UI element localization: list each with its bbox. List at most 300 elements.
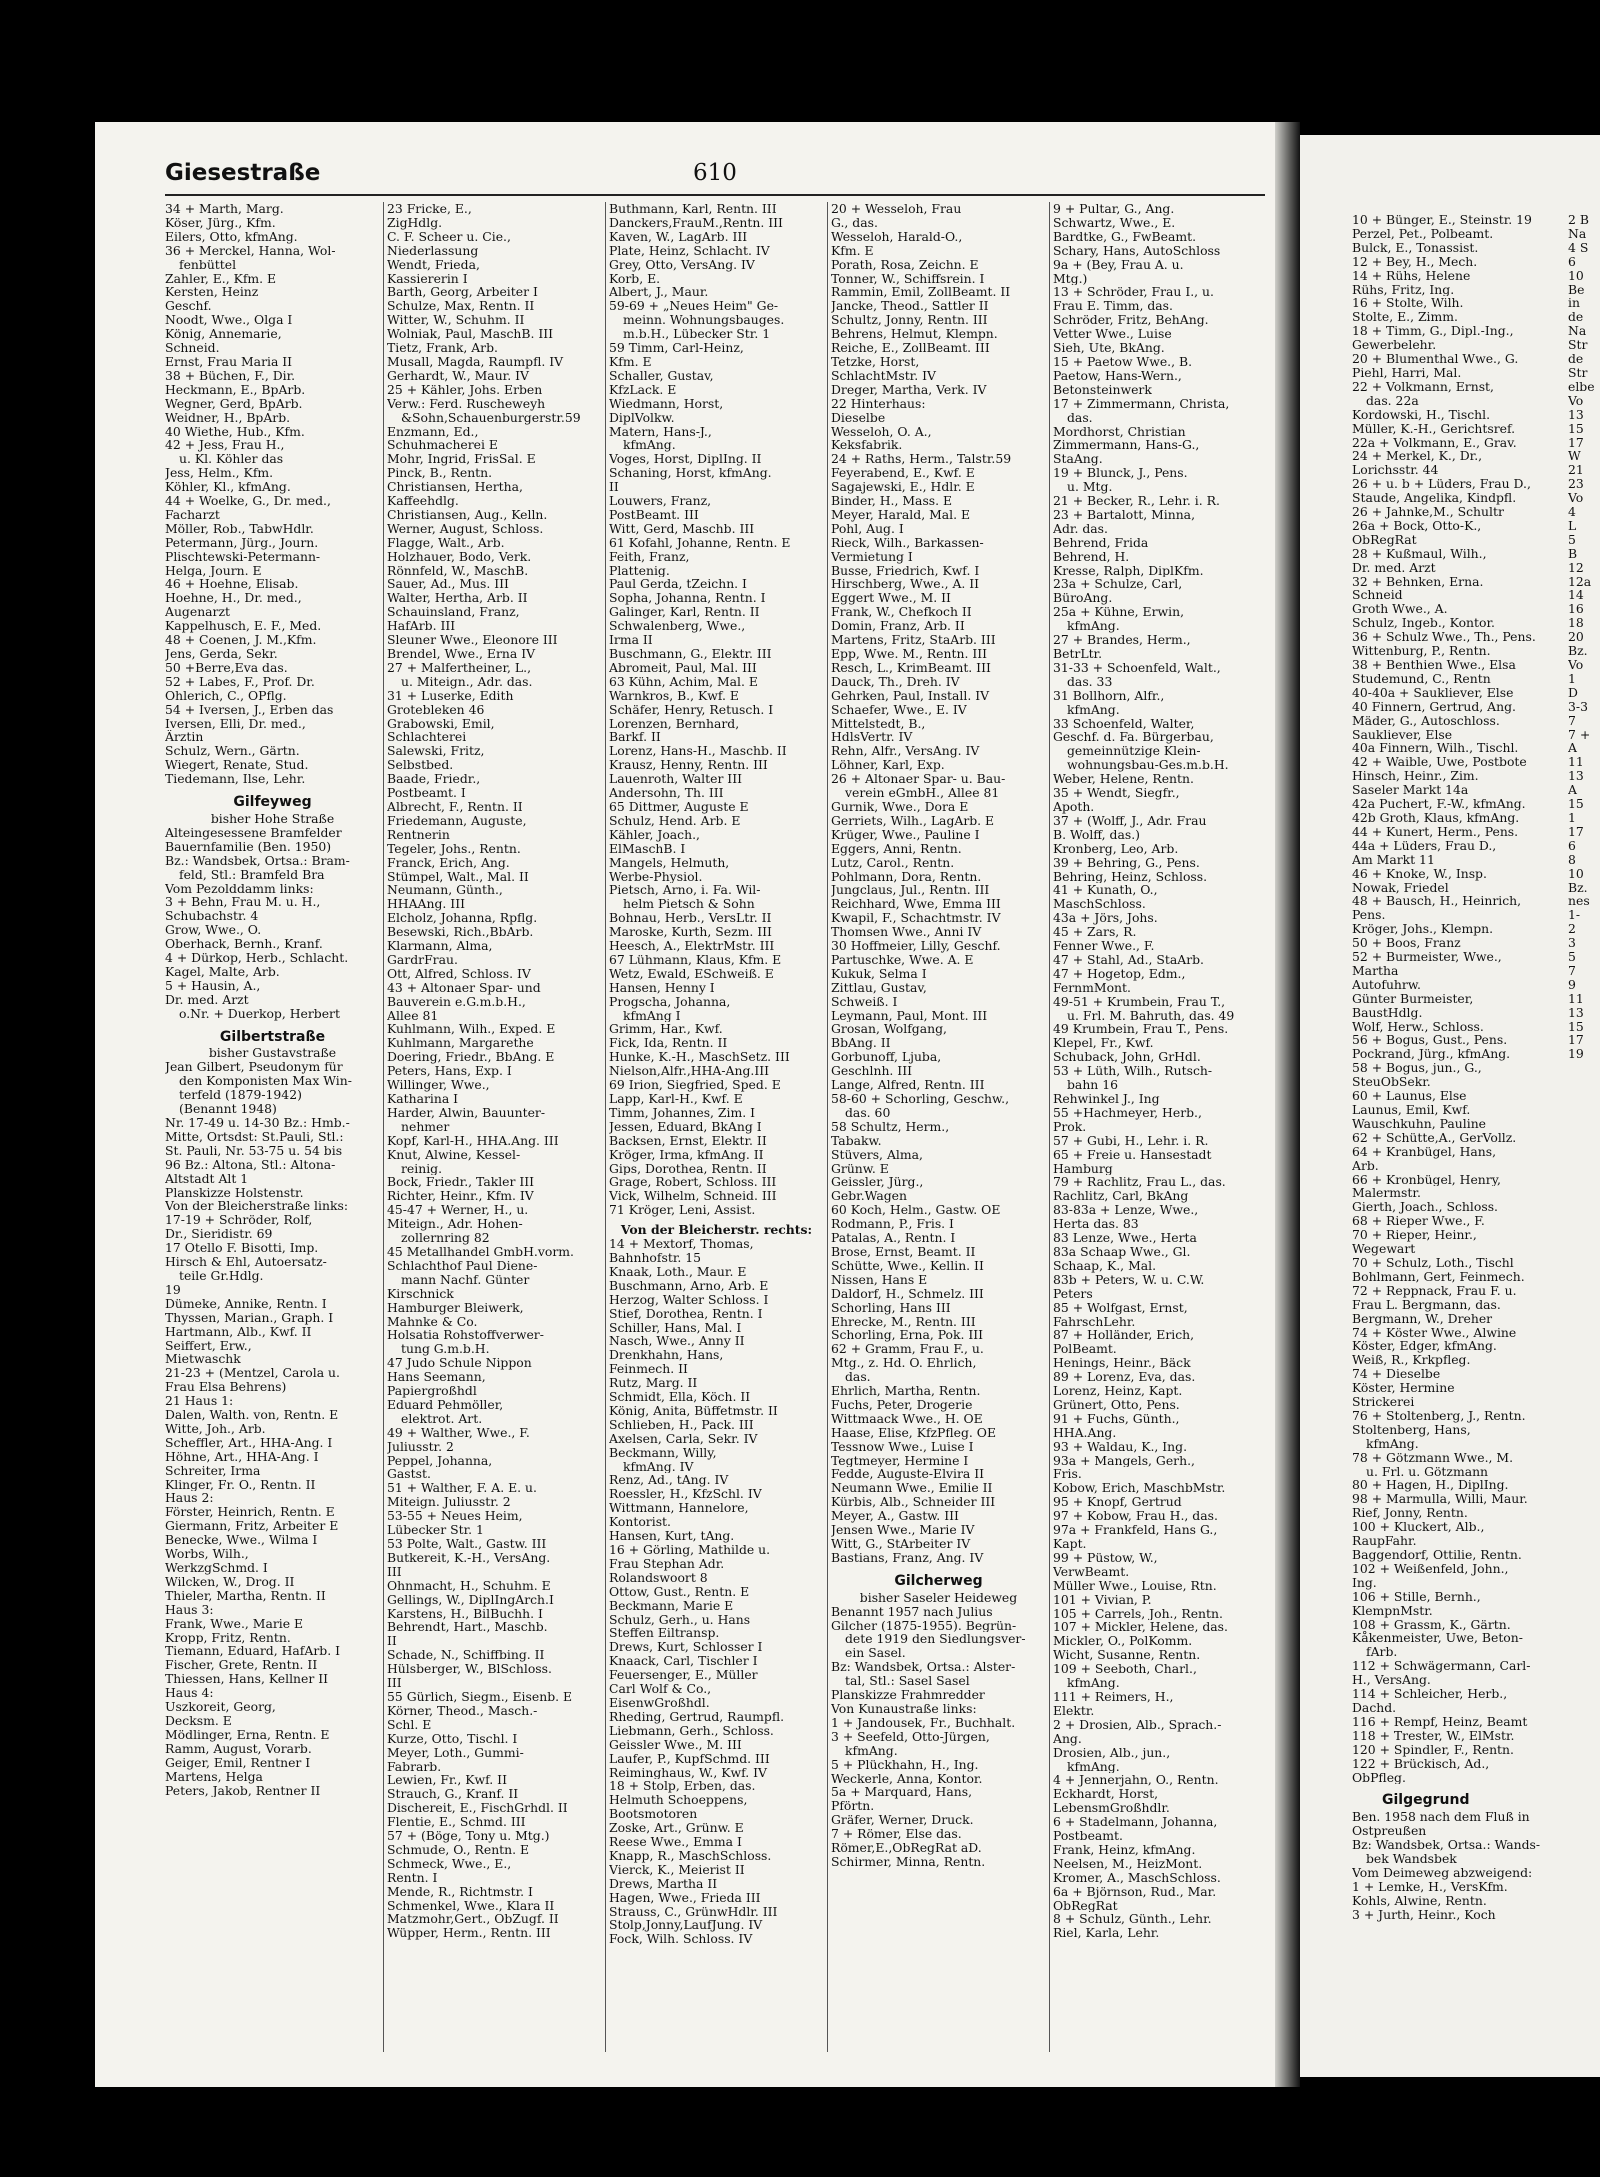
directory-entry: fArb. (1366, 1645, 1398, 1660)
directory-entry: Schaning, Horst, kfmAng. (609, 466, 772, 481)
directory-entry: 42a Puchert, F.-W., kfmAng. (1352, 797, 1526, 811)
directory-entry: Na (1568, 226, 1587, 241)
directory-entry: Bulck, E., Tonassist. (1352, 240, 1479, 255)
directory-entry: Neelsen, M., HeizMont. (1053, 1856, 1203, 1871)
directory-entry: Barkf. II (609, 730, 661, 745)
directory-entry: Reiminghaus, W., Kwf. IV (609, 1765, 767, 1780)
directory-entry: 64 + Kranbügel, Hans, (1352, 1144, 1497, 1159)
directory-entry: Plate, Heinz, Schlacht. IV (609, 243, 770, 258)
directory-entry: 11 (1568, 991, 1584, 1006)
directory-entry: Kropp, Fritz, Rentn. (165, 1630, 291, 1645)
directory-entry: MaschSchloss. (1053, 897, 1146, 912)
directory-entry: 16 + Görling, Mathilde u. (609, 1543, 771, 1557)
directory-entry: Sieh, Ute, BkAng. (1053, 341, 1165, 355)
directory-entry: 3 + Seefeld, Otto-Jürgen, (831, 1729, 990, 1744)
directory-entry: 68 + Rieper Wwe., F. (1352, 1214, 1485, 1229)
directory-entry: Nowak, Friedel (1352, 880, 1449, 895)
directory-entry: Knaack, Carl, Tischler I (609, 1654, 758, 1669)
directory-entry: 45-47 + Werner, H., u. (387, 1203, 529, 1218)
directory-entry: nes (1568, 894, 1590, 909)
directory-entry: 3 + Jurth, Heinr., Koch (1352, 1907, 1496, 1922)
directory-entry: Abromeit, Paul, Mal. III (609, 660, 757, 675)
directory-entry: 83 Lenze, Wwe., Herta (1053, 1231, 1197, 1245)
directory-entry: Kromer, A., MaschSchloss. (1053, 1870, 1221, 1885)
directory-entry: Weckerle, Anna, Kontor. (831, 1771, 983, 1786)
directory-entry: 3 + Behn, Frau M. u. H., (165, 895, 321, 910)
directory-entry: Baggendorf, Ottilie, Rentn. (1352, 1548, 1522, 1562)
directory-entry: 1 (1568, 810, 1576, 825)
directory-entry: Nasch, Wwe., Anny II (609, 1334, 745, 1349)
directory-entry: 9a + (Bey, Frau A. u. (1053, 257, 1184, 272)
directory-entry: 26 + Altonaer Spar- u. Bau- (831, 772, 1006, 787)
directory-entry: Frank, W., Chefkoch II (831, 605, 972, 620)
directory-entry: Rehwinkel J., Ing (1053, 1092, 1160, 1106)
directory-entry: Schneid. (165, 341, 220, 355)
directory-entry: Hans Seemann, (387, 1370, 486, 1385)
directory-entry: Förster, Heinrich, Rentn. E (165, 1505, 335, 1520)
column-divider (383, 202, 384, 2052)
directory-entry: 99 + Püstow, W., (1053, 1550, 1158, 1565)
directory-entry: Piehl, Harri, Mal. (1352, 365, 1462, 380)
directory-entry: Mitte, Ortsdst: St.Pauli, Stl.: (165, 1129, 344, 1144)
directory-entry: Kröger, Johs., Klempn. (1352, 922, 1494, 937)
directory-entry: Dischereit, E., FischGrhdl. II (387, 1801, 568, 1816)
directory-entry: Dr., Sieridistr. 69 (165, 1227, 273, 1242)
directory-entry: Andersohn, Th. III (609, 786, 724, 800)
street-former-name: bisher Saseler Heideweg (859, 1589, 1018, 1605)
directory-entry: elektrot. Art. (401, 1411, 483, 1426)
directory-entry: Lapp, Karl-H., Kwf. E (609, 1092, 743, 1106)
directory-entry: Hansen, Kurt, tAng. (609, 1529, 735, 1543)
directory-entry: Roessler, H., KfzSchl. IV (609, 1487, 762, 1502)
directory-entry: Beckmann, Willy, (609, 1445, 717, 1460)
directory-entry: Hülsberger, W., BlSchloss. (387, 1662, 552, 1677)
directory-entry: Ing. (1352, 1575, 1377, 1590)
directory-entry: Helmuth Schoeppens, (609, 1793, 748, 1808)
directory-entry: reinig. (401, 1161, 443, 1176)
directory-entry: Am Markt 11 (1352, 852, 1435, 867)
directory-entry: 6 (1568, 254, 1576, 269)
directory-entry: ZigHdlg. (387, 215, 443, 230)
directory-entry: 42b Groth, Klaus, kfmAng. (1352, 810, 1520, 825)
directory-entry: 8 + Schulz, Günth., Lehr. (1053, 1912, 1212, 1927)
directory-entry: 106 + Stille, Bernh., (1352, 1589, 1481, 1604)
directory-entry: Str (1568, 338, 1588, 353)
directory-entry: Behrend, Frida (1053, 535, 1149, 550)
directory-entry: Eggers, Anni, Rentn. (831, 841, 962, 856)
directory-entry: 72 + Reppnack, Frau F. u. (1352, 1283, 1517, 1298)
directory-entry: Keksfabrik. (831, 438, 903, 453)
directory-entry: Gorbunoff, Ljuba, (831, 1050, 942, 1065)
directory-entry: 43 + Altonaer Spar- und (387, 980, 541, 995)
directory-entry: Klepel, Fr., Kwf. (1053, 1036, 1154, 1051)
directory-entry: 31 + Luserke, Edith (387, 688, 514, 703)
directory-entry: Feith, Franz, (609, 549, 690, 564)
directory-entry: (Benannt 1948) (179, 1102, 277, 1116)
directory-entry: Partuschke, Wwe. A. E (831, 952, 974, 967)
directory-entry: Planskizze Holstenstr. (165, 1185, 304, 1200)
directory-entry: zollernring 82 (401, 1231, 490, 1245)
directory-entry: Kaven, W., LagArb. III (609, 229, 748, 244)
directory-entry: tal, Stl.: Sasel Sasel (845, 1674, 970, 1689)
directory-entry: Timm, Johannes, Zim. I (609, 1105, 756, 1120)
street-former-name: bisher Gustavstraße (208, 1045, 337, 1061)
directory-entry: Dachd. (1352, 1700, 1397, 1715)
directory-entry: Reiche, E., ZollBeamt. III (831, 341, 990, 355)
directory-entry: Drews, Martha II (609, 1876, 718, 1891)
directory-entry: 5 + Hausin, A., (165, 978, 261, 993)
directory-entry: Hinsch, Heinr., Zim. (1352, 769, 1479, 784)
directory-entry: Kobow, Erich, MaschbMstr. (1053, 1481, 1226, 1496)
directory-entry: Jessen, Eduard, BkAng I (609, 1119, 762, 1134)
directory-entry: m.b.H., Lübecker Str. 1 (623, 327, 771, 342)
directory-entry: 55 +Hachmeyer, Herb., (1053, 1105, 1202, 1120)
directory-entry: Gerhardt, W., Maur. IV (387, 368, 529, 383)
directory-entry: Kersten, Heinz (165, 285, 259, 300)
directory-entry: 93a + Mangels, Gerh., (1053, 1453, 1195, 1468)
directory-entry: 13 (1568, 407, 1584, 422)
directory-entry: Backsen, Ernst, Elektr. II (609, 1133, 767, 1148)
directory-entry: 13 (1568, 1005, 1584, 1020)
directory-entry: Mödlinger, Erna, Rentn. E (165, 1727, 330, 1742)
directory-entry: Stüvers, Alma, (831, 1147, 923, 1162)
directory-entry: Frau E. Timm, das. (1053, 299, 1173, 314)
directory-entry: 20 + Blumenthal Wwe., G. (1352, 352, 1519, 366)
directory-entry: Franck, Erich, Ang. (387, 855, 510, 870)
directory-entry: 5a + Marquard, Hans, (831, 1785, 973, 1800)
directory-entry: Bz: Wandsbek, Ortsa.: Alster- (831, 1660, 1016, 1675)
directory-entry: u. Frl. M. Bahruth, das. 49 (1067, 1008, 1235, 1023)
directory-entry: 96 Bz.: Altona, Stl.: Altona- (165, 1157, 336, 1172)
directory-entry: Bz. (1568, 644, 1588, 658)
directory-entry: Schulze, Max, Rentn. II (387, 299, 535, 314)
directory-entry: Hoehne, H., Dr. med., (165, 591, 302, 606)
directory-entry: 48 + Coenen, J. M.,Kfm. (165, 633, 317, 647)
directory-entry: Ostpreußen (1352, 1824, 1427, 1839)
directory-entry: Korb, E. (609, 271, 661, 286)
directory-entry: Ohnmacht, H., Schuhm. E (387, 1578, 551, 1593)
directory-entry: 23 (1568, 477, 1584, 492)
directory-entry: Krausz, Henny, Rentn. III (609, 758, 768, 773)
directory-entry: BetrLtr. (1053, 647, 1103, 661)
directory-entry: SchlachtMstr. IV (831, 368, 936, 383)
directory-entry: Kordowski, H., Tischl. (1352, 407, 1491, 422)
directory-entry: Jean Gilbert, Pseudonym für (165, 1060, 343, 1075)
directory-entry: Tegeler, Johs., Rentn. (387, 841, 521, 856)
directory-entry: u. Miteign., Adr. das. (401, 674, 533, 689)
directory-entry: 46 + Knoke, W., Insp. (1352, 866, 1487, 881)
directory-entry: Strauss, C., GrünwHdlr. III (609, 1904, 778, 1919)
directory-entry: 58 + Bogus, jun., G., (1352, 1061, 1482, 1076)
directory-entry: 25a + Kühne, Erwin, (1053, 605, 1185, 620)
directory-entry: Thomsen Wwe., Anni IV (831, 925, 982, 940)
directory-entry: Knapp, R., MaschSchloss. (609, 1848, 772, 1863)
directory-entry: Schröder, Fritz, BehAng. (1053, 313, 1209, 328)
directory-entry: dete 1919 den Siedlungsver- (845, 1632, 1026, 1647)
directory-entry: Gerriets, Wilh., LagArb. E (831, 813, 995, 828)
directory-entry: Kuhlmann, Margarethe (387, 1036, 534, 1051)
directory-entry: KlempnMstr. (1352, 1603, 1433, 1618)
directory-entry: Verw.: Ferd. Ruscheweyh (387, 396, 546, 411)
directory-entry: 65 Dittmer, Auguste E (609, 799, 749, 814)
directory-entry: 7 (1568, 963, 1576, 978)
directory-entry: D (1568, 685, 1578, 700)
directory-entry: Rief, Jonny, Rentn. (1352, 1506, 1468, 1521)
direction-subheading: Von der Bleicherstr. rechts: (620, 1222, 813, 1238)
directory-entry: Mende, R., Richtmstr. I (387, 1884, 533, 1899)
directory-entry: Fock, Wilh. Schloss. IV (609, 1932, 753, 1947)
directory-entry: Vetter Wwe., Luise (1053, 327, 1172, 342)
directory-entry: 31-33 + Schoenfeld, Walt., (1053, 660, 1221, 675)
directory-entry: 20 (1568, 630, 1584, 645)
directory-entry: DiplVolkw. (609, 410, 675, 425)
directory-entry: Ehrlich, Martha, Rentn. (831, 1384, 981, 1398)
directory-entry: 74 + Dieselbe (1352, 1367, 1441, 1382)
directory-entry: Schorling, Erna, Pok. III (831, 1328, 984, 1343)
directory-entry: Werner, August, Schloss. (387, 521, 544, 536)
directory-entry: Weidner, H., BpArb. (165, 410, 291, 425)
book-gutter (1275, 122, 1300, 2087)
directory-entry: Schultz, Jonny, Rentn. III (831, 313, 988, 328)
directory-entry: SteuObSekr. (1352, 1075, 1431, 1090)
directory-entry: Rieck, Wilh., Barkassen- (831, 535, 984, 550)
directory-entry: 49 Krumbein, Frau T., Pens. (1053, 1022, 1229, 1037)
directory-entry: 13 + Schröder, Frau I., u. (1053, 285, 1214, 300)
directory-entry: Müller, K.-H., Gerichtsref. (1352, 421, 1516, 436)
directory-entry: 3 (1568, 936, 1576, 951)
directory-entry: Pietsch, Arno, i. Fa. Wil- (609, 883, 761, 898)
directory-entry: 47 + Stahl, Ad., StaArb. (1053, 952, 1204, 967)
directory-entry: kfmAng. (845, 1743, 898, 1758)
directory-entry: Sagajewski, E., Hdlr. E (831, 480, 975, 495)
directory-entry: Thyssen, Marian., Graph. I (165, 1310, 334, 1325)
directory-entry: u. Mtg. (1067, 480, 1113, 495)
directory-entry: Fuchs, Peter, Drogerie (831, 1397, 973, 1412)
directory-entry: Peters (1053, 1286, 1093, 1301)
street-running-title: Giesestraße (165, 160, 321, 186)
directory-entry: Müller Wwe., Louise, Rtn. (1053, 1578, 1217, 1593)
directory-entry: Binder, H., Mass. E (831, 494, 953, 508)
directory-entry: Louwers, Franz, (609, 494, 712, 508)
directory-entry: Stoltenberg, Hans, (1352, 1422, 1471, 1437)
directory-entry: Meyer, A., Gastw. III (831, 1509, 959, 1524)
directory-entry: 21 (1568, 463, 1584, 478)
directory-entry: Schaller, Gustav, (609, 368, 714, 383)
directory-entry: 17 Otello F. Bisotti, Imp. (165, 1241, 319, 1256)
directory-entry: Bock, Friedr., Takler III (387, 1175, 535, 1190)
directory-entry: 111 + Reimers, H., (1053, 1689, 1174, 1704)
directory-entry: Schwartz, Wwe., E. (1053, 215, 1176, 230)
directory-entry: 28 + Kußmaul, Wilh., (1352, 546, 1487, 561)
directory-entry: Bohlmann, Gert, Feinmech. (1352, 1269, 1525, 1284)
directory-entry: 122 + Brückisch, Ad., (1352, 1756, 1490, 1771)
directory-entry: 34 + Marth, Marg. (165, 202, 284, 216)
directory-entry: 87 + Holländer, Erich, (1053, 1328, 1195, 1343)
directory-entry: L (1568, 518, 1577, 533)
directory-entry: II (387, 1634, 397, 1649)
right-page (1300, 135, 1600, 2077)
directory-entry: Danckers,FrauM.,Rentn. III (609, 215, 783, 230)
directory-entry: 76 + Stoltenberg, J., Rentn. (1352, 1408, 1526, 1423)
directory-entry: Frank, Heinz, kfmAng. (1053, 1842, 1196, 1857)
directory-entry: Petermann, Jürg., Journ. (165, 535, 319, 550)
directory-entry: Neumann, Günth., (387, 883, 503, 898)
directory-entry: 57 + Gubi, H., Lehr. i. R. (1053, 1133, 1209, 1148)
directory-entry: Jungclaus, Jul., Rentn. III (831, 883, 990, 898)
directory-entry: Ang. (1053, 1731, 1082, 1746)
directory-entry: Wittmann, Hannelore, (609, 1501, 749, 1516)
directory-entry: u. Kl. Köhler das (179, 452, 284, 467)
directory-entry: Bauernfamilie (Ben. 1950) (165, 839, 332, 854)
directory-entry: Martens, Helga (165, 1769, 263, 1784)
directory-entry: Brendel, Wwe., Erna IV (387, 647, 536, 661)
directory-entry: das. (1067, 410, 1093, 425)
directory-entry: 17 + Zimmermann, Christa, (1053, 396, 1230, 411)
directory-entry: 58 Schultz, Herm., (831, 1119, 950, 1134)
directory-entry: 50 + Boos, Franz (1352, 936, 1461, 951)
directory-entry: PostBeamt. III (609, 507, 699, 522)
directory-entry: 112 + Schwägermann, Carl- (1352, 1659, 1531, 1674)
directory-entry: 83a Schaap Wwe., Gl. (1053, 1244, 1191, 1259)
directory-entry: Vom Deimeweg abzweigend: (1352, 1865, 1533, 1880)
column-2 (387, 202, 602, 1940)
directory-entry: Rönnfeld, W., MaschB. (387, 563, 529, 578)
column-divider (1049, 202, 1050, 2052)
directory-entry: 46 + Hoehne, Elisab. (165, 577, 299, 592)
directory-entry: Schirmer, Minna, Rentn. (831, 1854, 986, 1869)
directory-entry: Lutz, Carol., Rentn. (831, 855, 955, 870)
directory-entry: Feyerabend, E., Kwf. E (831, 466, 975, 481)
directory-entry: 97 + Kobow, Frau H., das. (1053, 1509, 1218, 1524)
directory-entry: Saseler Markt 14a (1352, 783, 1469, 798)
directory-entry: 17 (1568, 1033, 1584, 1048)
directory-entry: Stolp,Jonny,LaufJung. IV (609, 1918, 763, 1933)
directory-entry: Rentn. I (387, 1870, 438, 1885)
directory-entry: Dreger, Martha, Verk. IV (831, 382, 987, 397)
directory-entry: Renz, Ad., tAng. IV (609, 1473, 729, 1488)
directory-entry: Kfm. E (609, 354, 652, 369)
directory-entry: 70 + Rieper, Heinr., (1352, 1228, 1477, 1243)
directory-entry: 9 (1568, 977, 1576, 992)
directory-entry: Saukliever, Else (1352, 727, 1453, 742)
directory-entry: Fick, Ida, Rentn. II (609, 1036, 728, 1051)
directory-entry: 37 + (Wolff, J., Adr. Frau (1053, 813, 1207, 828)
directory-entry: meinn. Wohnungsbauges. (623, 313, 785, 328)
directory-entry: Grosan, Wolfgang, (831, 1022, 947, 1037)
directory-entry: 65 + Freie u. Hansestadt (1053, 1147, 1212, 1162)
directory-entry: B. Wolff, das.) (1053, 827, 1140, 842)
directory-entry: Leymann, Paul, Mont. III (831, 1008, 988, 1023)
directory-entry: Fris. (1053, 1467, 1082, 1482)
directory-entry: Fenner Wwe., F. (1053, 939, 1155, 953)
directory-entry: Eilers, Otto, kfmAng. (165, 229, 298, 244)
directory-entry: 47 + Hogetop, Edm., (1053, 966, 1186, 981)
directory-entry: Kukuk, Selma I (831, 966, 927, 981)
directory-entry: kfmAng I (623, 1008, 681, 1023)
directory-entry: Schl. E (387, 1717, 432, 1732)
directory-entry: Werbe-Physiol. (609, 869, 703, 884)
directory-entry: Hartmann, Alb., Kwf. II (165, 1324, 312, 1339)
directory-entry: W (1568, 449, 1581, 464)
directory-entry: 18 + Timm, G., Dipl.-Ing., (1352, 324, 1514, 339)
directory-entry: 19 + Blunck, J., Pens. (1053, 466, 1188, 481)
directory-entry: Kuhlmann, Wilh., Exped. E (387, 1022, 556, 1037)
directory-entry: 89 + Lorenz, Eva, das. (1053, 1370, 1196, 1385)
directory-entry: HHA.Ang. (1053, 1425, 1117, 1440)
directory-entry: Pohl, Aug. I (831, 521, 904, 536)
directory-entry: Grünert, Otto, Pens. (1053, 1397, 1180, 1412)
directory-entry: 95 + Knopf, Gertrud (1053, 1495, 1182, 1510)
directory-entry: 14 + Mextorf, Thomas, (609, 1237, 754, 1251)
directory-entry: 7 + Römer, Else das. (831, 1827, 962, 1842)
directory-entry: 93 + Waldau, K., Ing. (1053, 1439, 1188, 1454)
directory-entry: III (387, 1564, 402, 1579)
directory-entry: Schorling, Hans III (831, 1300, 951, 1315)
directory-entry: BaustHdlg. (1352, 1005, 1423, 1020)
directory-entry: G., das. (831, 215, 878, 230)
directory-entry: Köster, Edger, kfmAng. (1352, 1339, 1497, 1354)
directory-entry: Liebmann, Gerh., Schloss. (609, 1723, 774, 1738)
directory-entry: Sopha, Johanna, Rentn. I (609, 591, 766, 606)
directory-entry: 53 Polte, Walt., Gastw. III (387, 1537, 547, 1551)
directory-entry: 7 (1568, 713, 1576, 728)
directory-entry: Eggert Wwe., M. II (831, 591, 951, 606)
directory-entry: 39 + Behring, G., Pens. (1053, 855, 1200, 870)
directory-entry: Gehrken, Paul, Install. IV (831, 688, 990, 703)
directory-entry: Albrecht, F., Rentn. II (387, 799, 523, 814)
directory-entry: Lorichsstr. 44 (1352, 463, 1439, 478)
directory-entry: Witter, W., Schuhm. II (387, 313, 525, 328)
directory-entry: 38 + Benthien Wwe., Elsa (1352, 658, 1516, 672)
directory-entry: Kronberg, Leo, Arb. (1053, 841, 1179, 856)
directory-entry: 71 Kröger, Leni, Assist. (609, 1203, 756, 1218)
directory-entry: Geschlnh. III (831, 1064, 912, 1079)
directory-entry: Ehrecke, M., Rentn. III (831, 1314, 976, 1329)
directory-entry: Gips, Dorothea, Rentn. II (609, 1161, 767, 1176)
directory-entry: Porath, Rosa, Zeichn. E (831, 257, 979, 272)
directory-entry: Frau L. Bergmann, das. (1352, 1297, 1501, 1312)
directory-entry: Schmidt, Ella, Köch. II (609, 1390, 751, 1404)
directory-entry: Schütte, Wwe., Kellin. II (831, 1258, 984, 1273)
directory-entry: Harder, Alwin, Bauunter- (387, 1105, 546, 1120)
directory-entry: Paul Gerda, tZeichn. I (609, 577, 747, 592)
directory-entry: 42 + Waible, Uwe, Postbote (1352, 755, 1527, 770)
directory-entry: Witte, Joh., Arb. (165, 1421, 266, 1436)
directory-entry: 97a + Frankfeld, Hans G., (1053, 1523, 1218, 1537)
directory-entry: 18 (1568, 616, 1584, 631)
directory-entry: 51 + Walther, F. A. E. u. (387, 1481, 537, 1496)
directory-entry: Tessnow Wwe., Luise I (831, 1439, 974, 1454)
directory-entry: Tiemann, Eduard, HafArb. I (165, 1644, 340, 1659)
directory-entry: 49-51 + Krumbein, Frau T., (1053, 994, 1226, 1009)
directory-entry: Vierck, K., Meierist II (609, 1862, 745, 1877)
directory-entry: Schulz, Ingeb., Kontor. (1352, 616, 1495, 631)
directory-entry: Matern, Hans-J., (609, 424, 712, 439)
directory-entry: Scheffler, Art., HHA-Ang. I (165, 1435, 333, 1450)
directory-entry: 114 + Schleicher, Herb., (1352, 1687, 1508, 1701)
directory-entry: 22 Hinterhaus: (831, 396, 926, 411)
directory-entry: mann Nachf. Günter (401, 1272, 530, 1287)
directory-entry: Zahler, E., Kfm. E (165, 271, 277, 286)
directory-entry: Nr. 17-49 u. 14-30 Bz.: Hmb.- (165, 1116, 350, 1130)
directory-entry: Benecke, Wwe., Wilma I (165, 1533, 318, 1548)
directory-entry: bahn 16 (1067, 1078, 1118, 1092)
directory-entry: Wesseloh, Harald-O., (831, 229, 963, 244)
directory-entry: Rodmann, P., Fris. I (831, 1217, 954, 1232)
directory-entry: Gilcher (1875-1955). Begrün- (831, 1618, 1017, 1633)
directory-entry: Miteign. Juliusstr. 2 (387, 1495, 511, 1510)
directory-entry: Jess, Helm., Kfm. (165, 466, 274, 481)
